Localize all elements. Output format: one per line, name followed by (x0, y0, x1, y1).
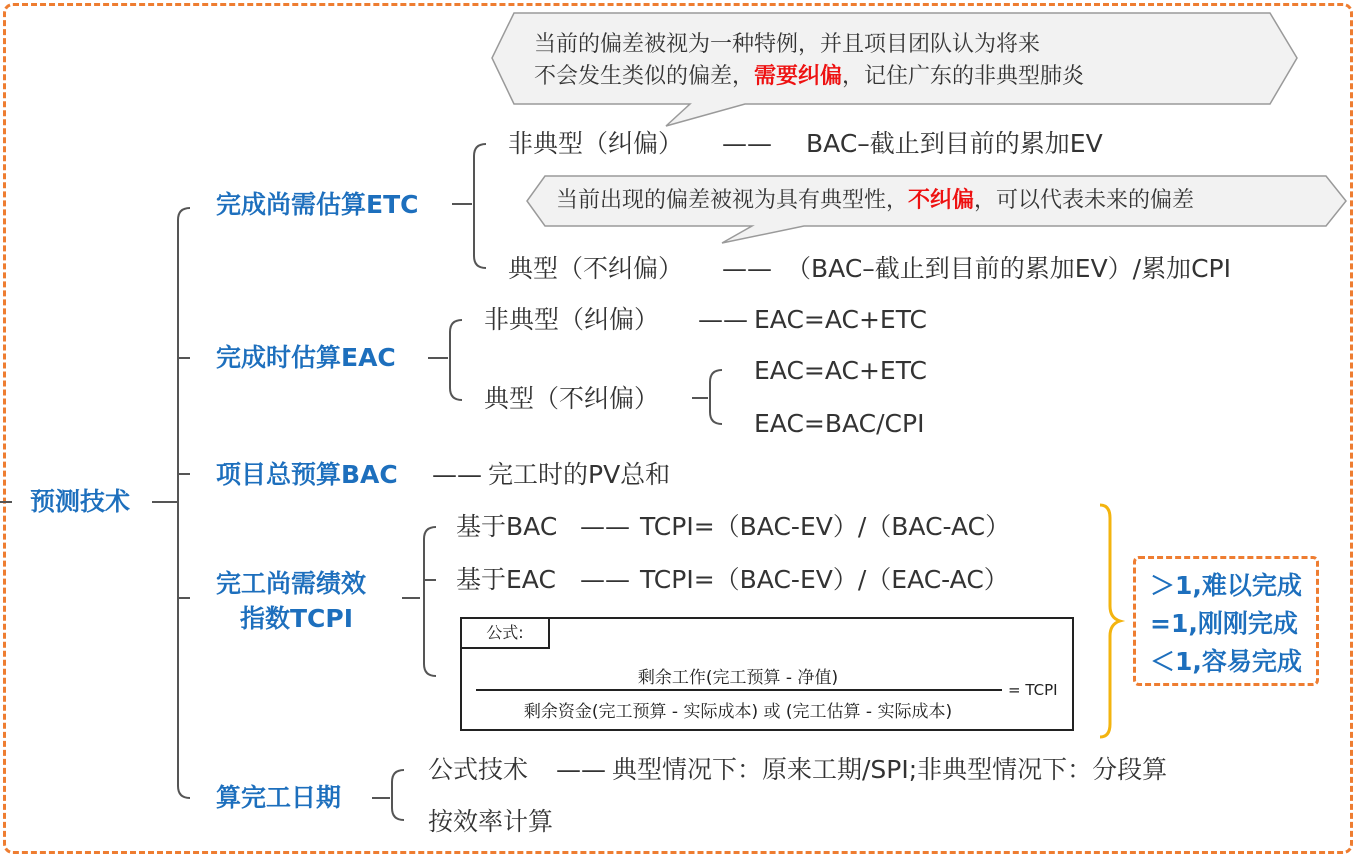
formula-tech-description: 典型情况下：原来工期/SPI;非典型情况下：分段算 (612, 755, 1168, 784)
etc-bracket (474, 144, 486, 268)
status-below-one: ＜1,容易完成 (1150, 647, 1302, 676)
callout-typical-text: 当前出现的偏差被视为具有典型性，不纠偏，可以代表未来的偏差 (556, 188, 1195, 213)
tcpi-based-eac-formula: TCPI=（BAC-EV）/（EAC-AC） (640, 565, 1009, 594)
formula-box-label: 公式: (462, 619, 550, 649)
bac-dash: —— (432, 460, 482, 489)
tcpi-bracket (424, 527, 436, 676)
tcpi-based-eac-label: 基于EAC (456, 565, 556, 594)
completion-node: 算完工日期 (216, 783, 342, 812)
tcpi-node-line2: 指数TCPI (240, 604, 354, 633)
tcpi-status-box (1133, 556, 1319, 686)
etc-atypical-label: 非典型（纠偏） (508, 129, 684, 158)
formula-equals: = TCPI (1008, 681, 1058, 699)
formula-numerator: 剩余工作(完工预算 - 净值) (637, 668, 839, 688)
formula-tech-label: 公式技术 (428, 755, 529, 784)
formula-denominator: 剩余资金(完工预算 - 实际成本) 或 (完工估算 - 实际成本) (523, 702, 953, 722)
tcpi-node-line1: 完工尚需绩效 (216, 569, 367, 598)
bac-node: 项目总预算BAC (216, 460, 398, 489)
etc-atypical-formula: BAC–截止到目前的累加EV (806, 129, 1103, 158)
efficiency-label: 按效率计算 (428, 807, 554, 836)
status-equal-one: =1,刚刚完成 (1150, 609, 1298, 638)
tcpi-based-bac-dash: —— (580, 512, 630, 541)
etc-typical-label: 典型（不纠偏） (508, 254, 684, 283)
eac-typical-bracket (710, 370, 722, 424)
etc-typical-formula: （BAC–截止到目前的累加EV）/累加CPI (786, 254, 1231, 283)
eac-typical-label: 典型（不纠偏） (484, 384, 660, 413)
bac-description: 完工时的PV总和 (488, 460, 671, 489)
callout-atypical-emphasis: 需要纠偏 (754, 64, 843, 89)
etc-node: 完成尚需估算ETC (216, 190, 419, 219)
root-node: 预测技术 (30, 487, 131, 516)
eac-node: 完成时估算EAC (216, 343, 396, 372)
tcpi-yellow-brace (1100, 505, 1120, 737)
eac-atypical-label: 非典型（纠偏） (484, 305, 660, 334)
tcpi-formula-box (460, 617, 1074, 731)
callout-typical-emphasis: 不纠偏 (908, 188, 975, 213)
etc-atypical-dash: —— (722, 129, 772, 158)
tcpi-based-bac-label: 基于BAC (456, 512, 558, 541)
eac-typical-formula1: EAC=AC+ETC (754, 356, 927, 385)
etc-typical-dash: —— (722, 254, 772, 283)
main-trunk (178, 208, 190, 798)
formula-fraction-line (476, 689, 1002, 691)
eac-bracket (450, 320, 462, 400)
eac-typical-formula2: EAC=BAC/CPI (754, 409, 925, 438)
completion-bracket (392, 770, 404, 820)
callout-atypical-line1: 当前的偏差被视为一种特例，并且项目团队认为将来 (534, 32, 1041, 57)
eac-atypical-formula: EAC=AC+ETC (754, 305, 927, 334)
status-above-one: ＞1,难以完成 (1150, 571, 1302, 600)
tcpi-based-bac-formula: TCPI=（BAC-EV）/（BAC-AC） (640, 512, 1011, 541)
tcpi-based-eac-dash: —— (580, 565, 630, 594)
eac-atypical-dash: —— (698, 305, 748, 334)
formula-tech-dash: —— (556, 755, 606, 784)
callout-atypical-line2: 不会发生类似的偏差，需要纠偏，记住广东的非典型肺炎 (534, 64, 1085, 89)
